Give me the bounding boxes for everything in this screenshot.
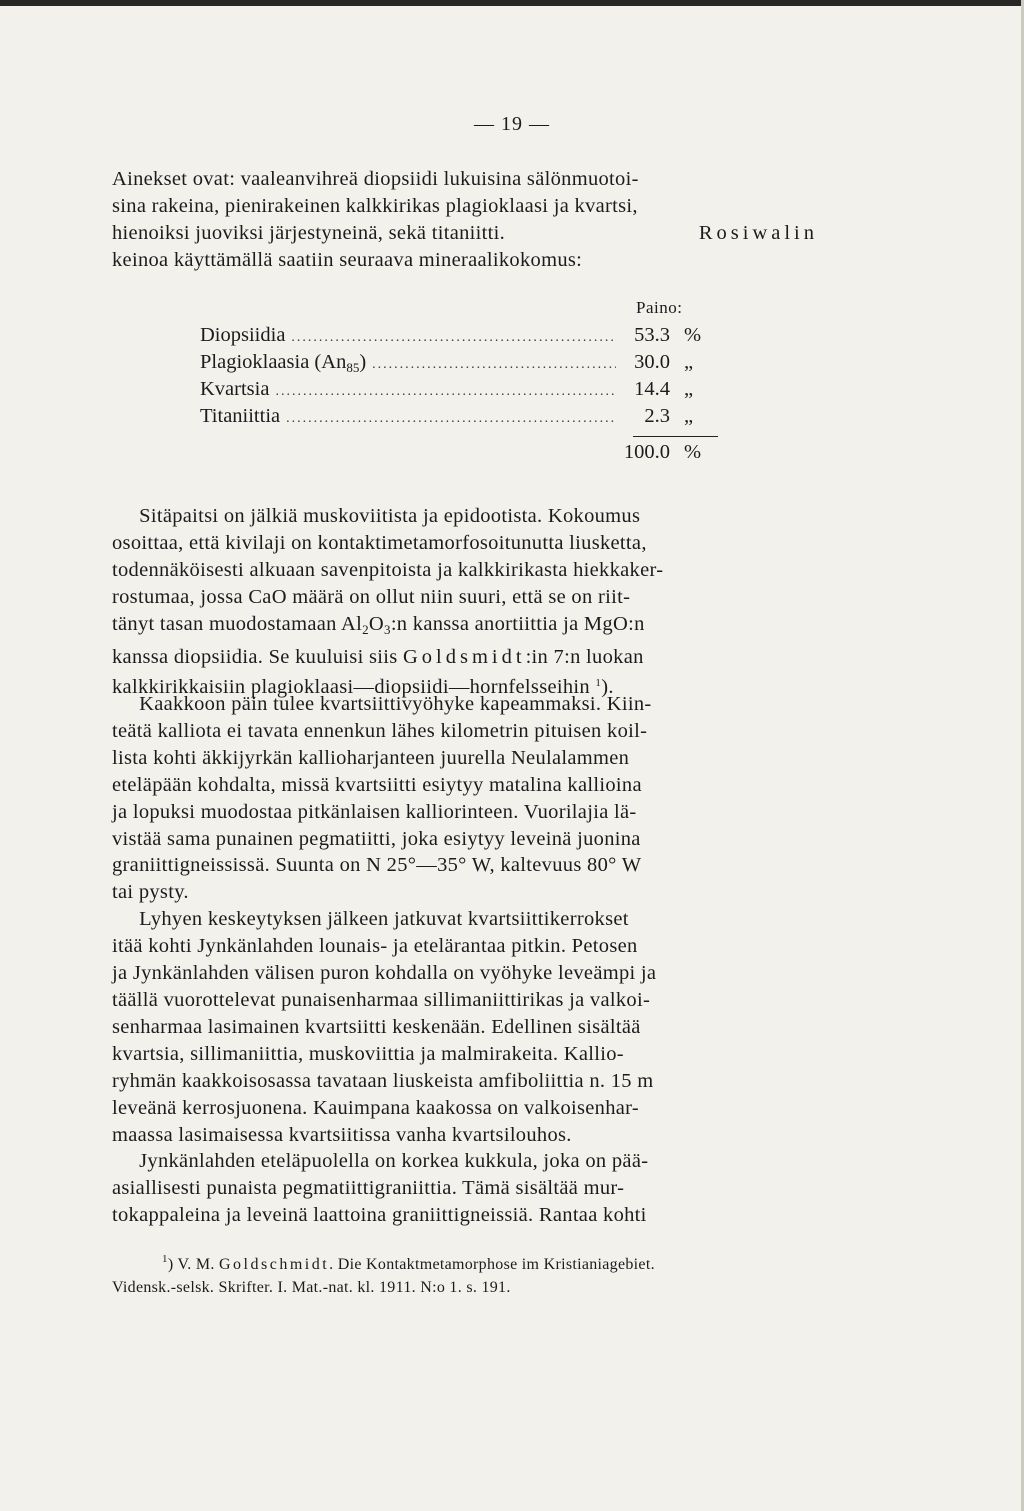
text-line: graniittigneississä. Suunta on N 25°—35° W, kaltevuus 80° W bbox=[112, 854, 642, 877]
text-line: todennäköisesti alkuaan savenpitoista ja kalkkirikasta hiekkaker- bbox=[112, 558, 664, 581]
text-line: Ainekset ovat: vaaleanvihreä diopsiidi lukuisina sälönmuotoi- bbox=[112, 168, 639, 190]
mineral-unit: „ bbox=[684, 378, 694, 400]
text-line: Jynkänlahden eteläpuolella on korkea kukkula, joka on pää- bbox=[112, 1150, 649, 1173]
text-line: asiallisesti punaista pegmatiittigraniittia. Tämä sisältää mur- bbox=[112, 1177, 625, 1200]
mineral-value: 14.4 bbox=[634, 378, 670, 400]
total-value: 100.0 bbox=[623, 441, 670, 463]
body-text bbox=[112, 503, 818, 701]
text-line: ja lopuksi muodostaa pitkänlaisen kalliorinteen. Vuorilajia lä- bbox=[112, 800, 637, 823]
text-line: ja Jynkänlahden välisen puron kohdalla on vyöhyke leveämpi ja bbox=[112, 962, 657, 985]
mineral-name: Plagioklaasia $(An_{85})$ bbox=[200, 351, 367, 375]
table-total-row bbox=[200, 441, 720, 468]
text-line: tokappaleina ja leveinä laattoina graniittigneissiä. Rantaa kohti bbox=[112, 1204, 647, 1227]
text-line: Kaakkoon päin tulee kvartsiittivyöhyke kapeammaksi. Kiin- bbox=[112, 693, 652, 715]
author-name: Goldsmidt bbox=[402, 645, 526, 668]
footnote-mark: 1 bbox=[162, 1253, 168, 1265]
text-line: Lyhyen keskeytyksen jälkeen jatkuvat kvartsiittikerrokset bbox=[112, 908, 629, 931]
text-line: keinoa käyttämällä saatiin seuraava mineraalikokomus: bbox=[112, 248, 583, 271]
text-line: itää kohti Jynkänlahden lounais- ja etelärantaa pitkin. Petosen bbox=[112, 935, 638, 958]
text-line: eteläpään kohdalta, missä kvartsiitti esiytyy matalina kallioina bbox=[112, 773, 642, 796]
text-line: kalkkirikkaisiin plagioklaasi—diopsiidi—hornfelsseihin $^1$). bbox=[112, 676, 614, 699]
total-unit: % bbox=[684, 441, 702, 463]
footnote-ref: 1 bbox=[595, 677, 602, 690]
mineral-value: 2.3 bbox=[644, 405, 670, 427]
sum-rule bbox=[633, 436, 718, 437]
mineral-value: 30.0 bbox=[634, 351, 670, 373]
leader-dots bbox=[286, 405, 616, 432]
text-line: leveänä kerrosjuonena. Kauimpana kaakossa on valkoisenhar- bbox=[112, 1096, 640, 1119]
body-text-continued bbox=[112, 691, 818, 1229]
mineral-name: Kvartsia bbox=[200, 378, 270, 400]
mineral-unit: % bbox=[684, 324, 702, 346]
text-line: vistää sama punainen pegmatiitti, joka esiytyy leveinä juonina bbox=[112, 827, 641, 850]
author-name: Goldschmidt bbox=[218, 1256, 330, 1273]
text-line: sina rakeina, pienirakeinen kalkkirikas plagioklaasi ja kvartsi, bbox=[112, 194, 638, 217]
text-line: tänyt tasan muodostamaan $Al_2O_3:n$ kanssa anortiittia ja MgO:n bbox=[112, 612, 645, 637]
text-line: kvartsia, sillimaniittia, muskoviittia ja malmirakeita. Kallio- bbox=[112, 1042, 624, 1065]
mineral-value: 53.3 bbox=[634, 324, 670, 346]
mineral-name: Titaniittia bbox=[200, 405, 281, 427]
text-line: ryhmän kaakkoisosassa tavataan liuskeista amfiboliittia n. 15 m bbox=[112, 1069, 654, 1092]
leader-dots bbox=[291, 324, 616, 351]
text-line: täällä vuorottelevat punaisenharmaa sillimaniittirikas ja valkoi- bbox=[112, 988, 651, 1011]
footnote-line: $^1$) V. M. Goldschmidt. Die Kontaktmetamorphose im Kristianiagebiet. bbox=[162, 1253, 655, 1273]
table-row bbox=[200, 324, 720, 351]
mineral-unit: „ bbox=[684, 405, 694, 427]
text-line: hienoiksi juoviksi järjestyneinä, sekä titaniitti. Rosiwalin bbox=[112, 220, 818, 247]
table-row bbox=[200, 378, 720, 405]
text-line: teätä kalliota ei tavata ennenkun lähes kilometrin pituisen koil- bbox=[112, 719, 648, 742]
scan-edge-top bbox=[0, 0, 1024, 6]
text-line: tai pysty. bbox=[112, 881, 189, 904]
footnote-line: Vidensk.-selsk. Skrifter. I. Mat.-nat. kl. 1911. N:o 1. s. 191. bbox=[112, 1279, 511, 1296]
author-name: Rosiwalin bbox=[698, 221, 818, 244]
text-line: Sitäpaitsi on jälkiä muskoviitista ja epidootista. Kokoumus bbox=[112, 505, 641, 527]
text-line: lista kohti äkkijyrkän kallioharjanteen juurella Neulalammen bbox=[112, 746, 630, 769]
leader-dots bbox=[372, 351, 616, 378]
text-line: maassa lasimaisessa kvartsiitissa vanha kvartsilouhos. bbox=[112, 1123, 572, 1146]
text-line: kanssa diopsiidia. Se kuuluisi siis Goldsmidt:in 7:n luokan bbox=[112, 645, 644, 668]
mineral-unit: „ bbox=[684, 351, 694, 373]
text-line: rostumaa, jossa CaO määrä on ollut niin suuri, että se on riit- bbox=[112, 585, 631, 608]
footnote bbox=[112, 1248, 832, 1299]
table-header: Paino: bbox=[636, 298, 683, 317]
text-line: senharmaa lasimainen kvartsiitti keskenään. Edellinen sisältää bbox=[112, 1015, 641, 1038]
table-row bbox=[200, 351, 720, 378]
intro-paragraph bbox=[112, 166, 818, 274]
mineral-name: Diopsiidia bbox=[200, 324, 286, 346]
page-number: — 19 — bbox=[474, 113, 550, 135]
table-row bbox=[200, 405, 720, 432]
text-line: osoittaa, että kivilaji on kontaktimetamorfosoitunutta liusketta, bbox=[112, 531, 647, 554]
leader-dots bbox=[275, 378, 616, 405]
